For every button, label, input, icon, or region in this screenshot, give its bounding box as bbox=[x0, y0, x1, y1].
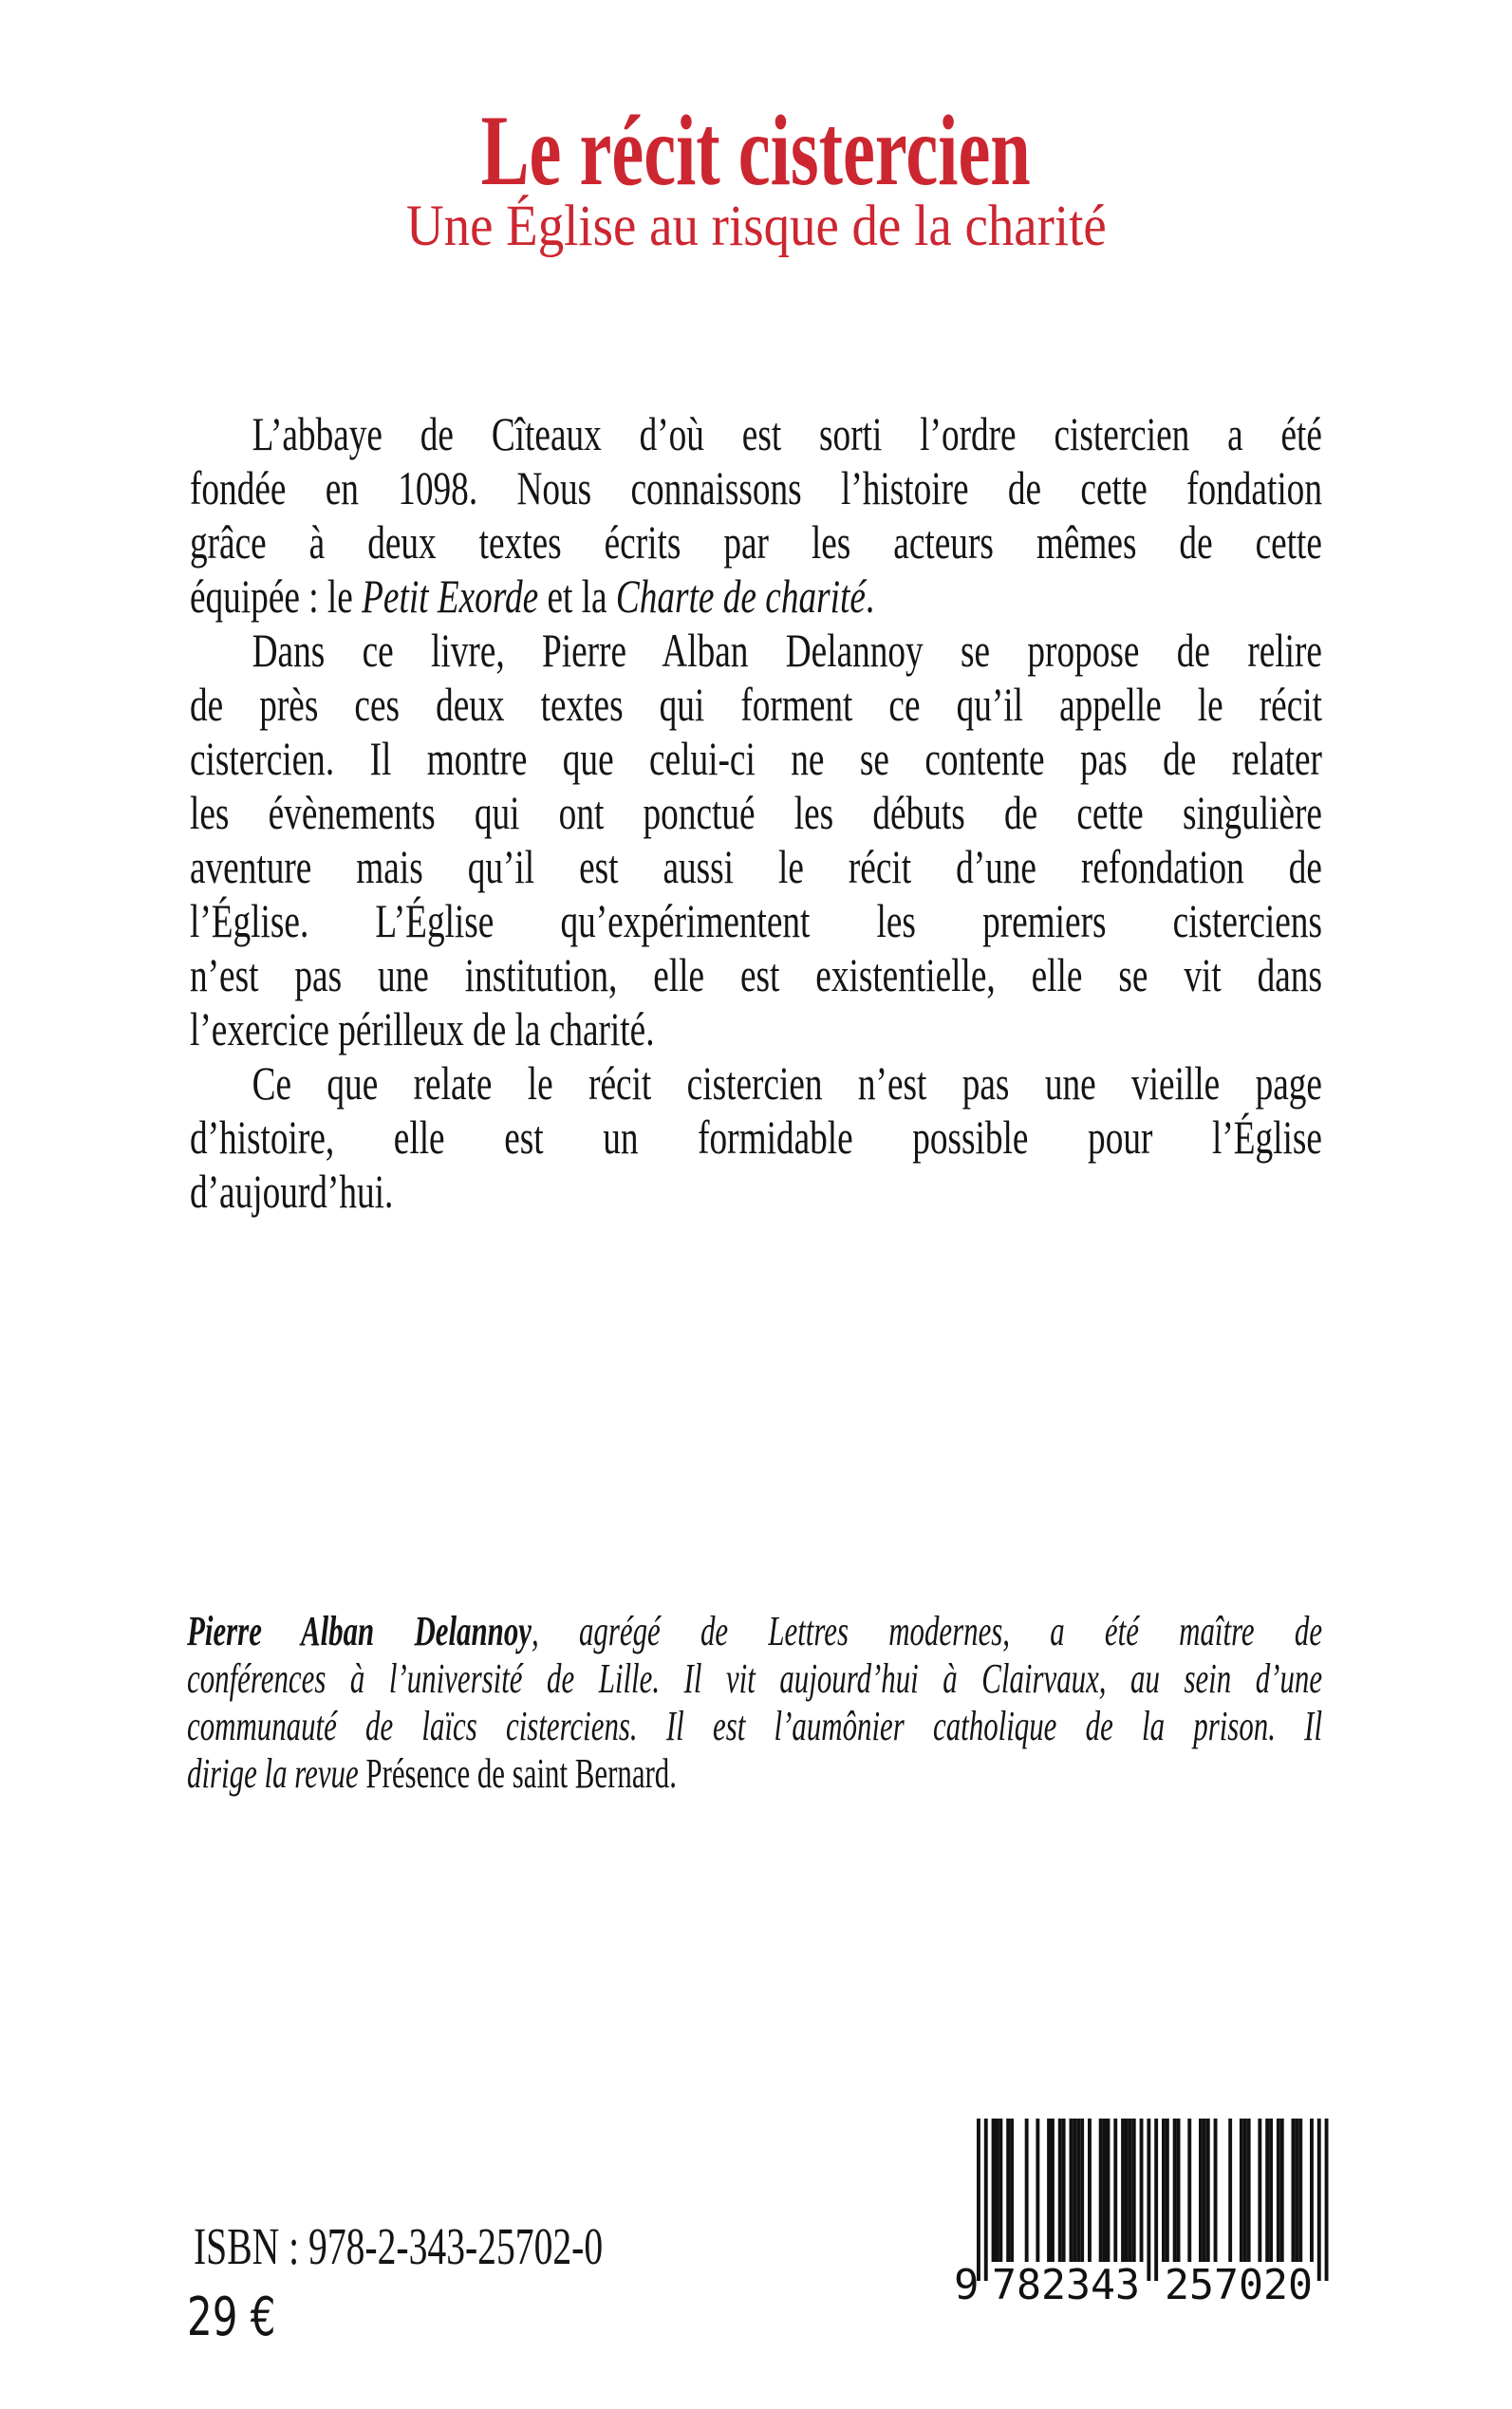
text-segment: Présence de saint Bernard. bbox=[365, 1750, 677, 1797]
text-segment: Ce que relate le récit cistercien n’est pas une vieille page bbox=[252, 1056, 1322, 1110]
synopsis-line bbox=[190, 678, 1322, 732]
barcode-bar bbox=[1199, 2119, 1203, 2262]
barcode-bar bbox=[1076, 2119, 1080, 2262]
barcode-bar bbox=[1140, 2119, 1144, 2262]
barcode-bar bbox=[1088, 2119, 1092, 2262]
synopsis-line bbox=[190, 515, 1322, 570]
price-text: 29 € bbox=[187, 2287, 276, 2348]
barcode-bar bbox=[1062, 2119, 1066, 2262]
barcode-bar bbox=[1269, 2119, 1273, 2262]
text-segment: l’Église. L’Église qu’expérimentent les premiers cisterciens bbox=[190, 894, 1322, 947]
barcode-bar bbox=[1265, 2119, 1269, 2262]
barcode-bar bbox=[1107, 2119, 1111, 2262]
synopsis bbox=[190, 407, 1323, 1219]
text-segment: Dans ce livre, Pierre Alban Delannoy se propose de relire bbox=[252, 624, 1322, 677]
text-segment: d’aujourd’hui. bbox=[190, 1165, 394, 1218]
text-segment: et la bbox=[538, 570, 616, 623]
text-segment: conférences à l’université de Lille. Il vit aujourd’hui à Clairvaux, au sein d’une bbox=[187, 1655, 1323, 1702]
text-segment: Charte de charité bbox=[615, 570, 866, 623]
book-title-text: Le récit cistercien bbox=[480, 95, 1032, 206]
barcode-bar bbox=[1206, 2119, 1210, 2262]
bio-line bbox=[187, 1608, 1322, 1655]
barcode-digits: 257020 bbox=[1165, 2261, 1313, 2305]
barcode-bar bbox=[1258, 2119, 1261, 2262]
barcode-bar bbox=[996, 2119, 999, 2262]
text-segment: Petit Exorde bbox=[362, 570, 539, 623]
bio-line bbox=[187, 1750, 1322, 1798]
barcode-bar bbox=[1113, 2119, 1117, 2262]
synopsis-line bbox=[190, 1002, 1322, 1056]
ean13-barcode-svg bbox=[954, 2119, 1330, 2305]
synopsis-line bbox=[190, 1165, 1322, 1219]
author-bio-text bbox=[187, 1608, 1322, 1798]
barcode-bar bbox=[1125, 2119, 1129, 2262]
synopsis-line bbox=[190, 894, 1322, 948]
text-segment: Pierre Alban Delannoy bbox=[187, 1608, 532, 1654]
barcode-bar bbox=[1099, 2119, 1103, 2262]
barcode-bar bbox=[1240, 2119, 1243, 2262]
text-segment: n’est pas une institution, elle est existentielle, elle se vit dans bbox=[190, 948, 1322, 1001]
synopsis-line bbox=[190, 840, 1322, 894]
barcode-bar bbox=[1295, 2119, 1298, 2262]
barcode-bar bbox=[1203, 2119, 1206, 2262]
synopsis-text bbox=[190, 407, 1322, 1219]
barcode-bar bbox=[1214, 2119, 1218, 2262]
text-segment: , agrégé de Lettres modernes, a été maître de bbox=[532, 1608, 1323, 1654]
barcode-bar bbox=[1058, 2119, 1062, 2262]
barcode-bar bbox=[1247, 2119, 1251, 2262]
barcode-bar bbox=[1280, 2119, 1284, 2262]
barcode-bar bbox=[992, 2119, 996, 2262]
barcode-bar bbox=[1073, 2119, 1076, 2262]
text-segment: d’histoire, elle est un formidable possible pour l’Église bbox=[190, 1111, 1322, 1164]
synopsis-line bbox=[190, 732, 1322, 786]
text-segment: l’exercice périlleux de la charité. bbox=[190, 1002, 655, 1055]
barcode-bar bbox=[1292, 2119, 1296, 2262]
bio-line bbox=[187, 1655, 1322, 1703]
barcode-bar bbox=[1228, 2119, 1232, 2262]
barcode-bar bbox=[1166, 2119, 1169, 2262]
text-segment: équipée : le bbox=[190, 570, 363, 623]
text-segment: grâce à deux textes écrits par les acteurs mêmes de cette bbox=[190, 515, 1322, 569]
synopsis-line bbox=[190, 461, 1322, 515]
barcode-bar bbox=[1036, 2119, 1039, 2262]
barcode-bar bbox=[1325, 2119, 1329, 2281]
barcode-bar bbox=[1298, 2119, 1302, 2262]
isbn-label bbox=[194, 2219, 762, 2274]
text-segment: L’abbaye de Cîteaux d’où est sorti l’ordre cistercien a été bbox=[252, 407, 1322, 460]
synopsis-line bbox=[190, 1056, 1322, 1111]
barcode-bar bbox=[1277, 2119, 1280, 2262]
barcode-bar bbox=[977, 2119, 980, 2281]
barcode-bar bbox=[1310, 2119, 1314, 2262]
text-segment: . bbox=[865, 570, 875, 623]
barcode-bar bbox=[1243, 2119, 1247, 2262]
barcode-bar bbox=[1132, 2119, 1136, 2262]
barcode-bar bbox=[1025, 2119, 1029, 2262]
barcode-digits: 782343 bbox=[992, 2261, 1140, 2305]
text-segment: de près ces deux textes qui forment ce qu’il appelle le récit bbox=[190, 678, 1322, 731]
price-label bbox=[187, 2287, 306, 2348]
text-segment: cistercien. Il montre que celui-ci ne se contente pas de relater bbox=[190, 732, 1322, 785]
text-segment: communauté de laïcs cisterciens. Il est l’aumônier catholique de la prison. Il bbox=[187, 1703, 1323, 1749]
synopsis-line bbox=[190, 948, 1322, 1002]
barcode-bar bbox=[999, 2119, 1002, 2262]
synopsis-line bbox=[190, 786, 1322, 840]
barcode-bar bbox=[1006, 2119, 1010, 2262]
book-subtitle-text: Une Église au risque de la charité bbox=[405, 195, 1107, 258]
author-bio bbox=[187, 1608, 1323, 1798]
bio-line bbox=[187, 1703, 1322, 1750]
barcode-bar bbox=[1103, 2119, 1107, 2262]
book-title bbox=[0, 95, 1512, 206]
text-segment: fondée en 1098. Nous connaissons l’histoire de cette fondation bbox=[190, 461, 1322, 514]
synopsis-line bbox=[190, 570, 1322, 624]
barcode-bar bbox=[1154, 2119, 1158, 2281]
barcode-bar bbox=[1047, 2119, 1051, 2262]
barcode-bar bbox=[1187, 2119, 1191, 2262]
text-segment: aventure mais qu’il est aussi le récit d’une refondation de bbox=[190, 840, 1322, 893]
text-segment: les évènements qui ont ponctué les débuts de cette singulière bbox=[190, 786, 1322, 839]
barcode-digits: 9 bbox=[954, 2261, 980, 2305]
barcode-bar bbox=[984, 2119, 988, 2281]
barcode-bar bbox=[1317, 2119, 1321, 2281]
barcode-bar bbox=[1070, 2119, 1073, 2262]
barcode-bar bbox=[1173, 2119, 1177, 2262]
barcode-bar bbox=[1080, 2119, 1084, 2262]
barcode-bar bbox=[1121, 2119, 1125, 2262]
synopsis-line bbox=[190, 407, 1322, 461]
synopsis-line bbox=[190, 1111, 1322, 1165]
barcode-bar bbox=[1147, 2119, 1150, 2281]
text-segment: dirige la revue bbox=[187, 1750, 366, 1797]
barcode-bar bbox=[1129, 2119, 1132, 2262]
barcode-bar bbox=[1010, 2119, 1014, 2262]
barcode-bar bbox=[1162, 2119, 1166, 2262]
barcode-bar bbox=[1051, 2119, 1055, 2262]
isbn-text: ISBN : 978-2-343-25702-0 bbox=[194, 2217, 604, 2275]
book-subtitle bbox=[0, 196, 1512, 257]
ean13-barcode bbox=[954, 2119, 1330, 2305]
barcode-bar bbox=[1177, 2119, 1181, 2262]
synopsis-line bbox=[190, 624, 1322, 678]
